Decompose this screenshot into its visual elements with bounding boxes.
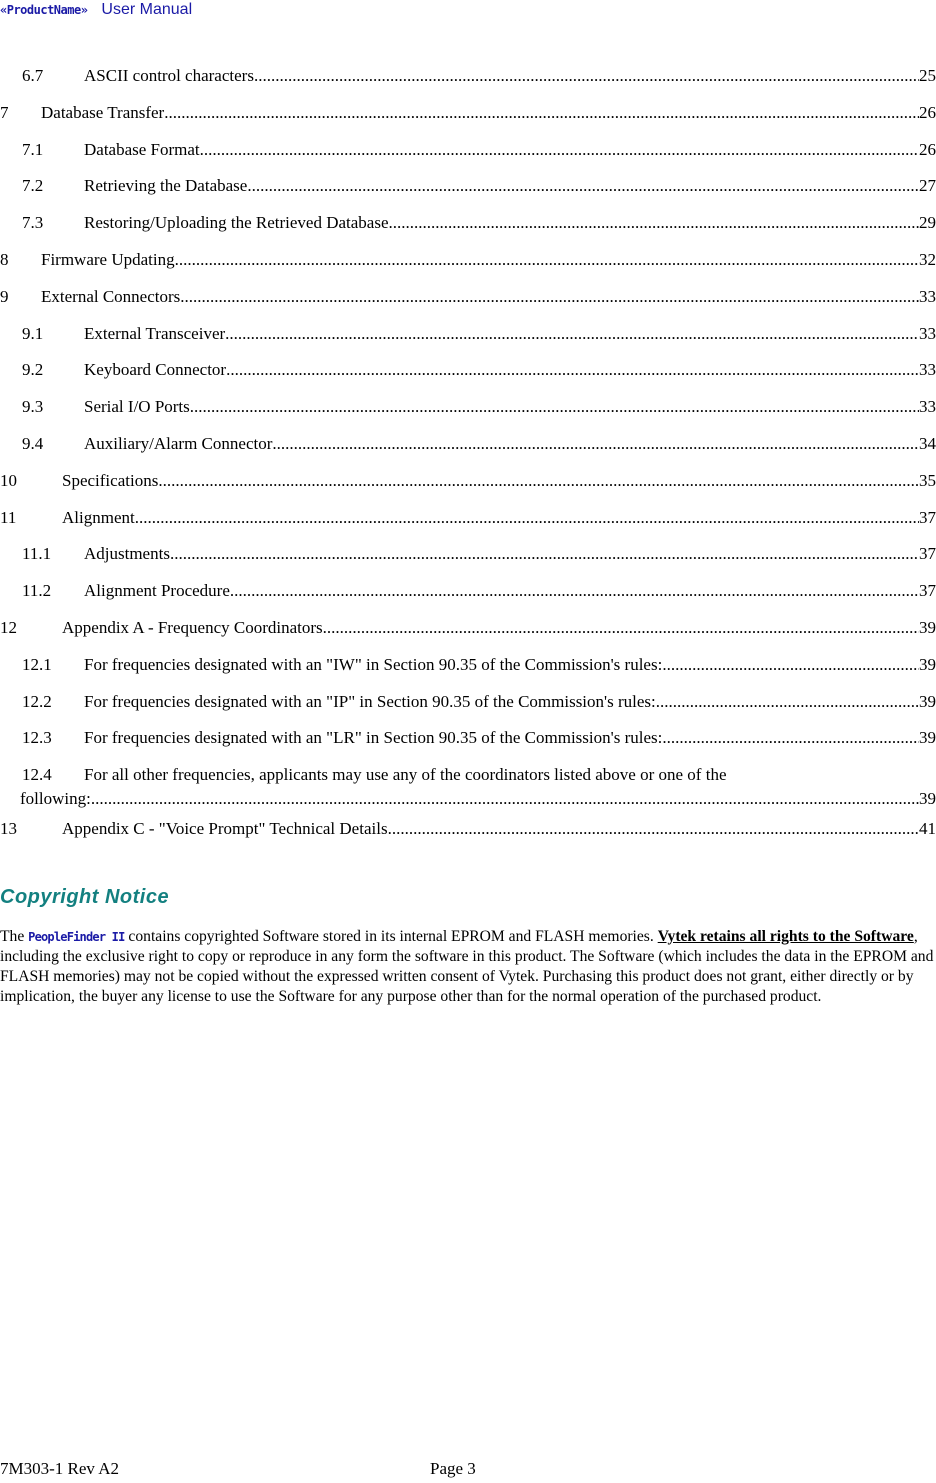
toc-number: 10 (0, 470, 17, 490)
toc-number: 12.1 (22, 654, 52, 674)
toc-number: 7.1 (22, 139, 44, 159)
toc-entry-11-2[interactable] (0, 581, 936, 618)
toc-page: 41 (919, 819, 936, 839)
toc-page: 32 (919, 249, 936, 269)
toc-leader (135, 508, 919, 528)
toc-page: 33 (919, 323, 936, 343)
toc-leader (170, 544, 919, 564)
toc-number: 7.2 (22, 176, 44, 196)
copyright-text: The (0, 928, 29, 945)
toc-page: 27 (919, 176, 936, 196)
toc-number: 9.2 (22, 360, 44, 380)
toc-leader (247, 176, 919, 196)
toc-number: 11 (0, 507, 17, 527)
toc-entry-11-1[interactable] (0, 544, 936, 581)
copyright-text: , including the exclusive right to copy or reproduce in any form the software in this product. The Software (which includes the data in the EPROM and FLASH memories) may not be copied without the expressed written consent of Vytek. Purchasing this product does not grant, either directly or by implication, the buyer any license to use the Software for any purpose other than for the normal operation of the purchased product. (0, 928, 934, 1005)
toc-page: 37 (919, 507, 936, 527)
toc-number: 13 (0, 819, 17, 839)
toc-page: 33 (919, 397, 936, 417)
toc-number: 9 (0, 286, 9, 306)
toc-number: 9.3 (22, 397, 44, 417)
toc-title: Auxiliary/Alarm Connector (84, 433, 273, 453)
toc-page: 39 (919, 789, 936, 809)
document-id: 7M303-1 Rev A2 (0, 1459, 119, 1478)
toc-leader (323, 618, 919, 638)
toc-title: Keyboard Connector (84, 360, 227, 380)
toc-title: Alignment (62, 507, 135, 527)
toc-title: For all other frequencies, applicants may use any of the coordinators listed above or one of the (84, 765, 727, 785)
toc-page: 25 (919, 66, 936, 85)
toc-title: Adjustments (84, 544, 170, 564)
toc-entry-9-2[interactable] (0, 360, 936, 397)
toc-number: 8 (0, 249, 9, 269)
toc-leader (175, 250, 919, 270)
toc-leader (200, 140, 919, 160)
toc-title: Retrieving the Database (84, 176, 248, 196)
toc-title: Firmware Updating (41, 249, 175, 269)
toc-leader (225, 324, 919, 344)
toc-title: Specifications (62, 470, 159, 490)
toc-number: 11.1 (22, 544, 52, 564)
toc-entry-line (22, 765, 936, 789)
copyright-heading: Copyright Notice (0, 886, 170, 908)
toc-page: 39 (919, 728, 936, 748)
toc-page: 33 (919, 360, 936, 380)
toc-number: 7.3 (22, 213, 44, 233)
toc-page: 37 (919, 581, 936, 601)
toc-entry-7-3[interactable] (0, 213, 936, 250)
toc-entry-8[interactable] (0, 250, 936, 287)
table-of-contents (0, 66, 936, 856)
toc-title: External Connectors (41, 286, 181, 306)
toc-entry-line (20, 789, 936, 819)
toc-title: Appendix C - "Voice Prompt" Technical Details (62, 819, 388, 839)
toc-entry-10[interactable] (0, 471, 936, 508)
toc-number: 9.1 (22, 323, 44, 343)
toc-entry-6-7[interactable] (0, 66, 936, 103)
toc-number: 12 (0, 617, 17, 637)
toc-leader (226, 360, 919, 380)
toc-leader (662, 728, 919, 748)
toc-number: 7 (0, 102, 9, 122)
toc-page: 34 (919, 433, 936, 453)
header-title: User Manual (101, 1, 193, 18)
toc-page: 26 (919, 102, 936, 122)
toc-title: Appendix A - Frequency Coordinators (62, 617, 323, 637)
toc-leader (190, 397, 919, 417)
toc-entry-12[interactable] (0, 618, 936, 655)
copyright-paragraph (0, 927, 936, 1007)
page-number: Page 3 (430, 1459, 476, 1478)
toc-leader (164, 103, 919, 123)
toc-entry-12-3[interactable] (0, 728, 936, 765)
toc-page: 35 (919, 470, 936, 490)
page-header (0, 0, 192, 20)
toc-leader (230, 581, 919, 601)
toc-page: 39 (919, 654, 936, 674)
toc-number: 9.4 (22, 433, 44, 453)
toc-entry-11[interactable] (0, 508, 936, 545)
toc-page: 39 (919, 691, 936, 711)
toc-title: Database Format (84, 139, 200, 159)
product-name-field: PeopleFinder II (28, 930, 125, 944)
toc-entry-7[interactable] (0, 103, 936, 140)
toc-title: Restoring/Uploading the Retrieved Database (84, 213, 389, 233)
copyright-text: contains copyrighted Software stored in its internal EPROM and FLASH memories. (124, 928, 658, 945)
toc-leader (254, 66, 919, 86)
toc-leader (272, 434, 919, 454)
toc-leader (180, 287, 919, 307)
toc-leader (91, 789, 919, 809)
product-name-field: «ProductName» (0, 3, 88, 17)
toc-entry-12-4[interactable] (0, 765, 936, 819)
toc-page: 33 (919, 286, 936, 306)
toc-title: Alignment Procedure (84, 581, 230, 601)
rights-statement: Vytek retains all rights to the Software (657, 928, 914, 945)
toc-page: 39 (919, 617, 936, 637)
toc-title: Serial I/O Ports (84, 397, 190, 417)
toc-entry-12-2[interactable] (0, 692, 936, 729)
toc-number: 12.2 (22, 691, 52, 711)
toc-entry-9[interactable] (0, 287, 936, 324)
toc-title: For frequencies designated with an "IW" in Section 90.35 of the Commission's rules: (84, 654, 663, 674)
toc-leader (656, 692, 919, 712)
toc-entry-7-2[interactable] (0, 176, 936, 213)
toc-leader (388, 819, 919, 839)
toc-entry-7-1[interactable] (0, 140, 936, 177)
toc-number: 11.2 (22, 581, 52, 601)
toc-title-continued: following: (20, 789, 91, 809)
toc-title: For frequencies designated with an "LR" in Section 90.35 of the Commission's rules: (84, 728, 663, 748)
toc-entry-9-4[interactable] (0, 434, 936, 471)
toc-entry-9-3[interactable] (0, 397, 936, 434)
toc-page: 29 (919, 213, 936, 233)
toc-title: External Transceiver (84, 323, 226, 343)
toc-leader (662, 655, 919, 675)
toc-number: 12.3 (22, 728, 52, 748)
toc-number: 6.7 (22, 66, 44, 85)
toc-page: 37 (919, 544, 936, 564)
toc-entry-13[interactable] (0, 819, 936, 856)
toc-number: 12.4 (22, 765, 52, 785)
toc-title: ASCII control characters (84, 66, 254, 85)
toc-leader (158, 471, 919, 491)
toc-title: Database Transfer (41, 102, 165, 122)
toc-page: 26 (919, 139, 936, 159)
toc-leader (389, 213, 920, 233)
toc-entry-9-1[interactable] (0, 324, 936, 361)
toc-title: For frequencies designated with an "IP" in Section 90.35 of the Commission's rules: (84, 691, 656, 711)
toc-entry-12-1[interactable] (0, 655, 936, 692)
